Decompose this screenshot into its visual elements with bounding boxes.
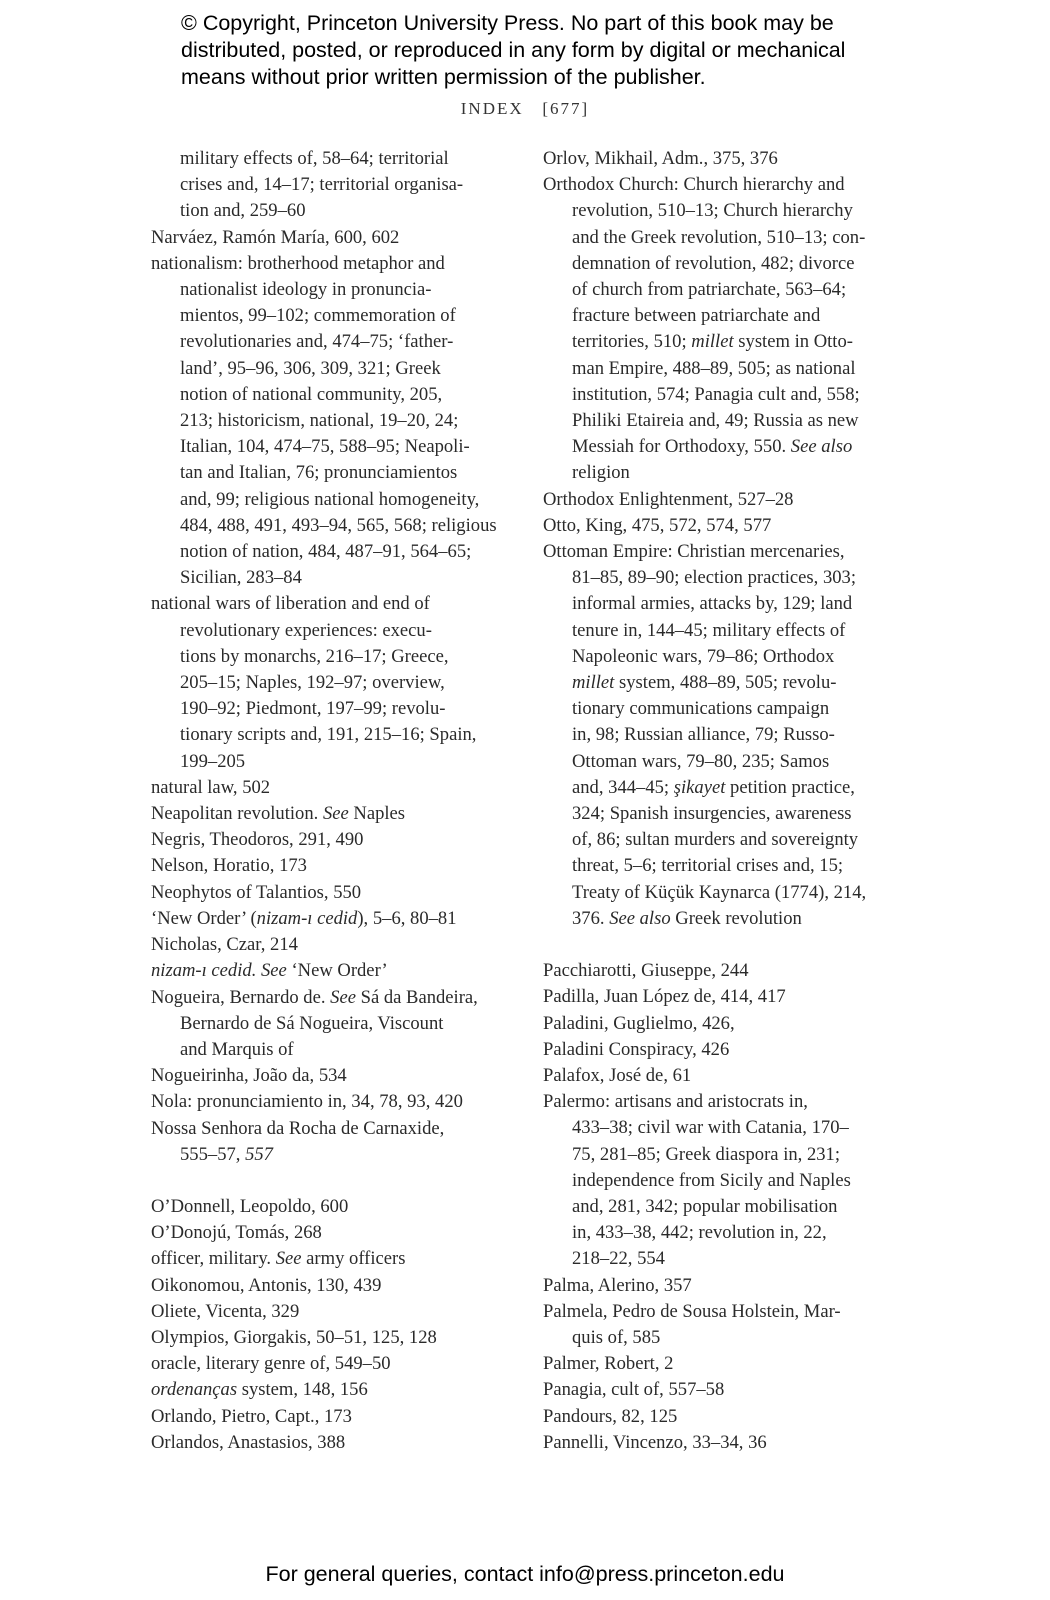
index-entry-line: crises and, 14–17; territorial organisa- [180, 174, 464, 196]
index-entry-line: quis of, 585 [572, 1326, 661, 1348]
index-entry-line: mientos, 99–102; commemoration of [180, 305, 456, 327]
index-entry-line: 75, 281–85; Greek diaspora in, 231; [572, 1143, 841, 1165]
index-entry-line: tionary scripts and, 191, 215–16; Spain, [180, 724, 477, 746]
index-entry-line: Pannelli, Vincenzo, 33–34, 36 [543, 1431, 767, 1453]
index-entry-line: notion of nation, 484, 487–91, 564–65; [180, 541, 472, 563]
index-entry [151, 853, 523, 879]
index-entry-line: Orthodox Church: Church hierarchy and [543, 174, 845, 196]
index-entry [151, 827, 523, 853]
index-entry-line: Messiah for Orthodoxy, 550. See also [572, 436, 853, 458]
index-entry-line: officer, military. See army officers [151, 1248, 406, 1270]
index-entry-line: Oliete, Vicenta, 329 [151, 1300, 300, 1322]
index-entry-line: nationalist ideology in pronuncia- [180, 279, 432, 301]
index-entry-line: 213; historicism, national, 19–20, 24; [180, 410, 459, 432]
index-column-right [543, 146, 913, 1456]
index-entry-line: Nossa Senhora da Rocha de Carnaxide, [151, 1117, 445, 1139]
index-entry-line: 484, 488, 491, 493–94, 565, 568; religious [180, 514, 497, 536]
letter-section-gap [151, 1168, 523, 1194]
index-entry [151, 1194, 523, 1220]
index-entry-line: 376. See also Greek revolution [572, 907, 802, 929]
index-entry [543, 984, 913, 1010]
index-entry [543, 1273, 913, 1299]
index-entry-line: oracle, literary genre of, 549–50 [151, 1353, 391, 1375]
index-entry-line: man Empire, 488–89, 505; as national [572, 357, 856, 379]
index-entry-line: Nogueirinha, João da, 534 [151, 1065, 347, 1087]
index-entry-line: Panagia, cult of, 557–58 [543, 1379, 725, 1401]
index-entry-line: O’Donojú, Tomás, 268 [151, 1222, 322, 1244]
index-entry-line: demnation of revolution, 482; divorce [572, 252, 855, 274]
index-entry-line: territories, 510; millet system in Otto- [572, 331, 853, 353]
index-entry [151, 1404, 523, 1430]
index-entry-line: 190–92; Piedmont, 197–99; revolu- [180, 698, 446, 720]
index-entry-line: of, 86; sultan murders and sovereignty [572, 829, 859, 851]
index-entry [151, 1430, 523, 1456]
copyright-notice [181, 10, 1041, 91]
index-entry-line: Napoleonic wars, 79–86; Orthodox [572, 645, 835, 667]
index-entry-line: land’, 95–96, 306, 309, 321; Greek [180, 357, 441, 379]
index-entry-line: Paladini, Guglielmo, 426, [543, 1012, 735, 1034]
index-entry [543, 1063, 913, 1089]
index-entry-line: religion [572, 462, 630, 484]
index-entry [151, 1246, 523, 1272]
index-entry-line: Pacchiarotti, Giuseppe, 244 [543, 960, 749, 982]
index-entry-line: Oikonomou, Antonis, 130, 439 [151, 1274, 382, 1296]
index-entry-line: millet system, 488–89, 505; revolu- [572, 672, 837, 694]
index-entry-line: tionary communications campaign [572, 698, 830, 720]
index-entry-line: Nola: pronunciamiento in, 34, 78, 93, 420 [151, 1091, 463, 1113]
index-entry [543, 1404, 913, 1430]
index-entry [151, 932, 523, 958]
index-entry [543, 146, 913, 172]
index-entry-line: Orlando, Pietro, Capt., 173 [151, 1405, 352, 1427]
index-entry-line: natural law, 502 [151, 776, 271, 798]
index-entry-line: Nicholas, Czar, 214 [151, 934, 298, 956]
index-entry-line: Negris, Theodoros, 291, 490 [151, 829, 364, 851]
index-entry-line: Orlov, Mikhail, Adm., 375, 376 [543, 148, 778, 169]
index-entry-line: in, 433–38, 442; revolution in, 22, [572, 1222, 827, 1244]
index-entry-line: tions by monarchs, 216–17; Greece, [180, 645, 449, 667]
index-entry-line: Nogueira, Bernardo de. See Sá da Bandeira, [151, 986, 478, 1008]
index-entry-line: Pandours, 82, 125 [543, 1405, 678, 1427]
index-entry-line: fracture between patriarchate and [572, 305, 821, 327]
index-entry [543, 539, 913, 932]
index-entry-line: Palmer, Robert, 2 [543, 1353, 674, 1375]
footer-contact: For general queries, contact info@press.princeton.edu [265, 1562, 785, 1586]
index-entry [151, 958, 523, 984]
index-entry-line: ordenanças system, 148, 156 [151, 1379, 368, 1401]
index-entry-line: 205–15; Naples, 192–97; overview, [180, 672, 445, 694]
index-entry [151, 985, 523, 1064]
index-entry-line: and, 344–45; şikayet petition practice, [572, 776, 855, 798]
index-entry [543, 1351, 913, 1377]
index-entry-line: Ottoman wars, 79–80, 235; Samos [572, 750, 830, 772]
index-entry-line: Palmela, Pedro de Sousa Holstein, Mar- [543, 1300, 841, 1322]
index-entry-line: and, 99; religious national homogeneity, [180, 488, 480, 510]
index-entry [543, 1299, 913, 1351]
index-entry-line: 555–57, 557 [180, 1143, 273, 1165]
index-entry [543, 1089, 913, 1272]
index-entry [543, 1377, 913, 1403]
index-entry-line: Neapolitan revolution. See Naples [151, 803, 406, 825]
index-entry-line: Nelson, Horatio, 173 [151, 855, 307, 877]
index-entry [151, 906, 523, 932]
index-entry-line: Palermo: artisans and aristocrats in, [543, 1091, 808, 1113]
index-entry-line: Palma, Alerino, 357 [543, 1274, 692, 1296]
index-entry-line: military effects of, 58–64; territorial [180, 148, 449, 169]
index-entry-line: Narváez, Ramón María, 600, 602 [151, 226, 400, 248]
index-entry-line: nizam-ı cedid. See ‘New Order’ [151, 960, 388, 982]
index-entry [151, 251, 523, 592]
index-entry-line: revolutionary experiences: execu- [180, 619, 432, 641]
index-entry-line: Neophytos of Talantios, 550 [151, 881, 362, 903]
index-entry-line: and Marquis of [180, 1038, 294, 1060]
index-entry [151, 1063, 523, 1089]
index-entry-line: national wars of liberation and end of [151, 593, 430, 615]
index-entry-line: and the Greek revolution, 510–13; con- [572, 226, 866, 248]
index-entry-line: Orlandos, Anastasios, 388 [151, 1431, 346, 1453]
index-entry [151, 801, 523, 827]
letter-section-gap [543, 932, 913, 958]
index-entry-line: revolutionaries and, 474–75; ‘father- [180, 331, 454, 353]
index-entry [543, 172, 913, 486]
index-entry-line: Bernardo de Sá Nogueira, Viscount [180, 1012, 444, 1034]
index-entry-line: Palafox, José de, 61 [543, 1064, 692, 1086]
index-entry-line: 218–22, 554 [572, 1248, 665, 1270]
index-entry-line: and, 281, 342; popular mobilisation [572, 1195, 838, 1217]
index-entry [151, 1220, 523, 1246]
index-entry-line: 433–38; civil war with Catania, 170– [572, 1117, 849, 1139]
index-entry-line: Padilla, Juan López de, 414, 417 [543, 986, 786, 1008]
index-entry [151, 146, 523, 225]
index-entry-line: Sicilian, 283–84 [180, 567, 302, 589]
index-entry [151, 591, 523, 774]
index-entry [543, 958, 913, 984]
index-entry-line: tenure in, 144–45; military effects of [572, 619, 846, 641]
index-entry-line: tan and Italian, 76; pronunciamientos [180, 462, 458, 484]
index-entry-line: O’Donnell, Leopoldo, 600 [151, 1195, 349, 1217]
index-entry [151, 225, 523, 251]
index-entry-line: ‘New Order’ (nizam-ı cedid), 5–6, 80–81 [151, 907, 457, 929]
index-entry-line: threat, 5–6; territorial crises and, 15; [572, 855, 844, 877]
index-entry-line: 81–85, 89–90; election practices, 303; [572, 567, 856, 589]
index-entry [151, 1351, 523, 1377]
index-entry [151, 1299, 523, 1325]
index-entry-line: notion of national community, 205, [180, 383, 443, 405]
index-entry-line: Ottoman Empire: Christian mercenaries, [543, 541, 845, 563]
index-entry-line: Orthodox Enlightenment, 527–28 [543, 488, 794, 510]
index-entry-line: informal armies, attacks by, 129; land [572, 593, 853, 615]
index-entry [151, 1377, 523, 1403]
running-head: INDEX [677] [460, 99, 590, 118]
index-entry [151, 775, 523, 801]
index-entry [151, 1089, 523, 1115]
index-entry-line: Treaty of Küçük Kaynarca (1774), 214, [572, 881, 867, 903]
index-entry [543, 487, 913, 513]
index-entry [543, 1430, 913, 1456]
index-entry [151, 1273, 523, 1299]
index-entry-line: Italian, 104, 474–75, 588–95; Neapoli- [180, 436, 470, 458]
index-column-left [151, 146, 523, 1456]
copyright-line: distributed, posted, or reproduced in any form by digital or mechanical [181, 38, 846, 62]
index-entry-line: Otto, King, 475, 572, 574, 577 [543, 514, 772, 536]
index-entry [151, 880, 523, 906]
index-entry-line: nationalism: brotherhood metaphor and [151, 252, 445, 274]
index-entry [151, 1325, 523, 1351]
index-entry-line: Olympios, Giorgakis, 50–51, 125, 128 [151, 1326, 437, 1348]
index-entry-line: revolution, 510–13; Church hierarchy [572, 200, 853, 222]
index-entry-line: in, 98; Russian alliance, 79; Russo- [572, 724, 835, 746]
index-entry [543, 513, 913, 539]
index-entry-line: institution, 574; Panagia cult and, 558; [572, 383, 860, 405]
index-entry [543, 1011, 913, 1037]
index-entry-line: independence from Sicily and Naples [572, 1169, 851, 1191]
index-entry-line: 199–205 [180, 750, 246, 772]
index-entry-line: Paladini Conspiracy, 426 [543, 1038, 730, 1060]
index-entry-line: 324; Spanish insurgencies, awareness [572, 803, 852, 825]
index-entry-line: of church from patriarchate, 563–64; [572, 279, 847, 301]
copyright-line: © Copyright, Princeton University Press. No part of this book may be [181, 11, 834, 35]
copyright-line: means without prior written permission of the publisher. [181, 65, 706, 89]
index-entry-line: Philiki Etaireia and, 49; Russia as new [572, 410, 859, 432]
index-entry [543, 1037, 913, 1063]
index-entry [151, 1116, 523, 1168]
index-entry-line: tion and, 259–60 [180, 200, 306, 222]
